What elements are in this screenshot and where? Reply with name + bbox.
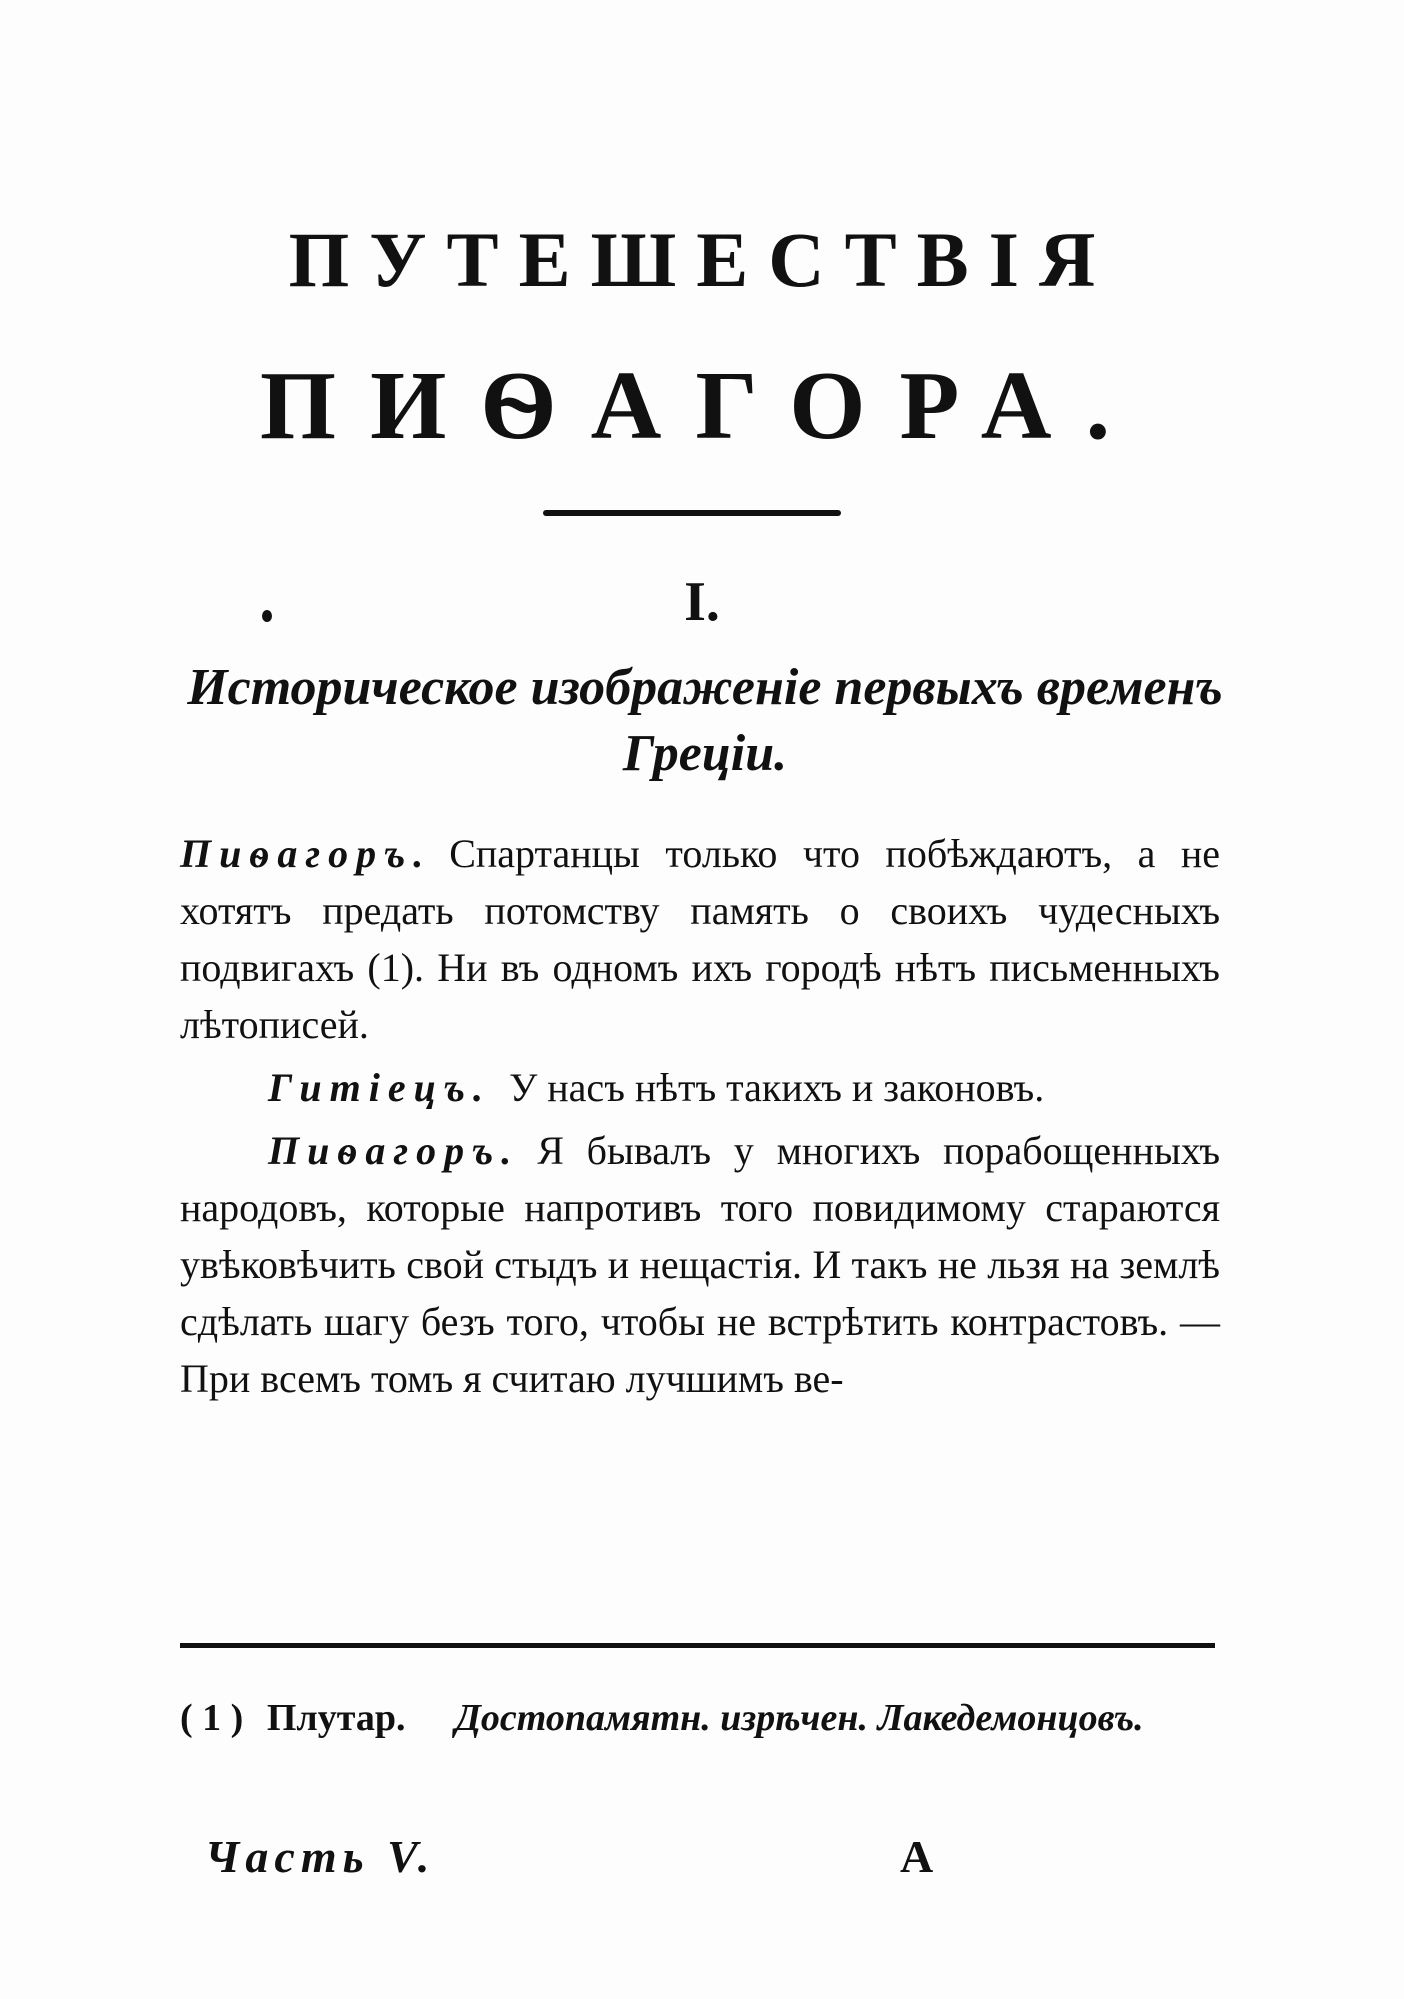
signature-part: Часть V. [205,1831,436,1882]
speaker-name: Пиѳагоръ. [180,831,432,876]
paragraph-text: Я бывалъ у многихъ порабощенныхъ народовъ, которые напротивъ того повидимому стараются увѣковѣчить свой стыдъ и нещастія. И такъ не льзя на землѣ сдѣлать шагу безъ того, чтобы не встрѣтить контрастовъ. — При всемъ томъ я считаю лучшимъ ве- [180,1128,1220,1401]
paragraph-3 [180,1122,1220,1407]
paragraph-text: У насъ нѣтъ такихъ и законовъ. [508,1065,1045,1110]
title-line-1: ПУТЕШЕСТВІЯ [288,216,1116,303]
footnote [180,1690,1215,1746]
footnote-number: ( 1 ) [180,1697,244,1739]
chapter-number: I. [684,571,720,633]
title-line-2: ПИѲАГОРА. [259,352,1145,460]
title-divider [543,510,841,516]
paragraph-1 [180,825,1220,1053]
paragraph-text: Спартанцы только что побѣждаютъ, а не хотятъ предать потомству память о своихъ чудесныхъ подвигахъ (1). Ни въ одномъ ихъ городѣ нѣтъ письменныхъ лѣтописей. [180,831,1220,1047]
speaker-name: Пиѳагоръ. [268,1128,520,1173]
speaker-name: Гитіецъ. [268,1065,491,1110]
body-text [180,825,1220,1413]
signature-letter: А [900,1831,934,1882]
footnote-source: Плутар. [266,1697,406,1739]
chapter-subtitle: Историческое изображеніе первыхъ временъ Греціи. [187,659,1223,782]
footnote-work: Достопамятн. изрѣчен. Лакедемонцовъ. [454,1697,1144,1739]
footnote-divider [180,1643,1215,1648]
paragraph-2 [180,1059,1220,1116]
